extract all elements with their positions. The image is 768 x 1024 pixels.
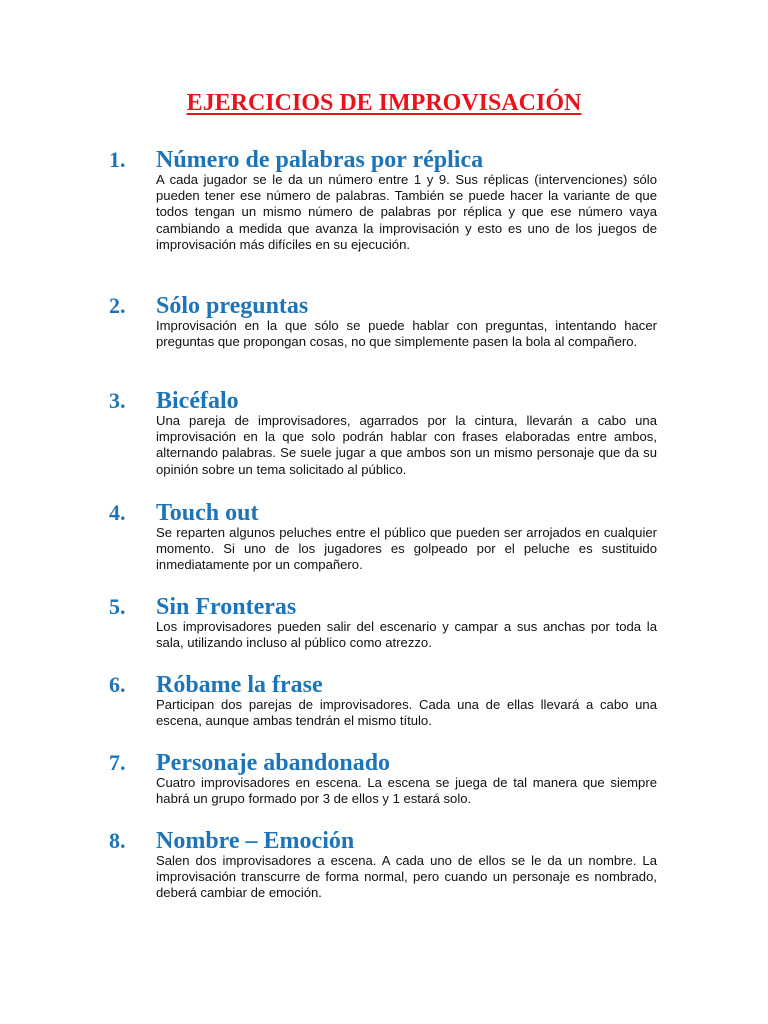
exercise-description: Una pareja de improvisadores, agarrados por la cintura, llevarán a cabo una improvisación en la que solo podrán hablar con frases elaboradas entre ambos, alternando palabras. Se suele jugar a que ambos son un mismo personaje que da su opinión sobre un tema solicitado al público. [156,413,657,477]
exercise-number: 4. [109,500,126,525]
exercise-heading: Sólo preguntas [156,293,309,319]
exercise-number: 3. [109,388,126,413]
exercise-heading: Nombre – Emoción [156,828,355,854]
exercise-description: Improvisación en la que sólo se puede hablar con preguntas, intentando hacer preguntas que propongan cosas, no que simplemente pasen la bola al compañero. [156,318,657,350]
exercise-number: 5. [109,594,126,619]
exercise-number: 2. [109,293,126,318]
exercise-description: A cada jugador se le da un número entre 1 y 9. Sus réplicas (intervenciones) sólo pueden tener ese número de palabras. También se puede hacer la variante de que todos tengan un mismo número de palabras por réplica y que ese número vaya cambiando a medida que avanza la improvisación y esto es uno de los juegos de improvisación más difíciles en su ejecución. [156,172,657,252]
exercise-description: Salen dos improvisadores a escena. A cada uno de ellos se le da un nombre. La improvisación transcurre de forma normal, pero cuando un personaje es nombrado, deberá cambiar de emoción. [156,853,657,901]
exercise-heading: Róbame la frase [156,672,323,698]
exercise-number: 7. [109,750,126,775]
exercise-number: 6. [109,672,126,697]
exercise-description: Los improvisadores pueden salir del escenario y campar a sus anchas por toda la sala, utilizando incluso al público como atrezzo. [156,619,657,651]
exercise-description: Participan dos parejas de improvisadores. Cada una de ellas llevará a cabo una escena, aunque ambas tendrán el mismo título. [156,697,657,729]
exercise-heading: Número de palabras por réplica [156,147,484,173]
exercise-number: 1. [109,147,126,172]
page-title-text: EJERCICIOS DE IMPROVISACIÓN [186,90,582,116]
exercise-heading: Touch out [156,500,259,526]
exercise-description: Cuatro improvisadores en escena. La escena se juega de tal manera que siempre habrá un grupo formado por 3 de ellos y 1 estará solo. [156,775,657,807]
exercise-description: Se reparten algunos peluches entre el público que pueden ser arrojados en cualquier momento. Si uno de los jugadores es golpeado por el peluche es sustituido inmediatamente por un compañero. [156,525,657,573]
exercise-heading: Bicéfalo [156,388,239,414]
exercise-heading: Sin Fronteras [156,594,297,620]
page-title [0,88,768,118]
exercise-number: 8. [109,828,126,853]
exercise-heading: Personaje abandonado [156,750,391,776]
